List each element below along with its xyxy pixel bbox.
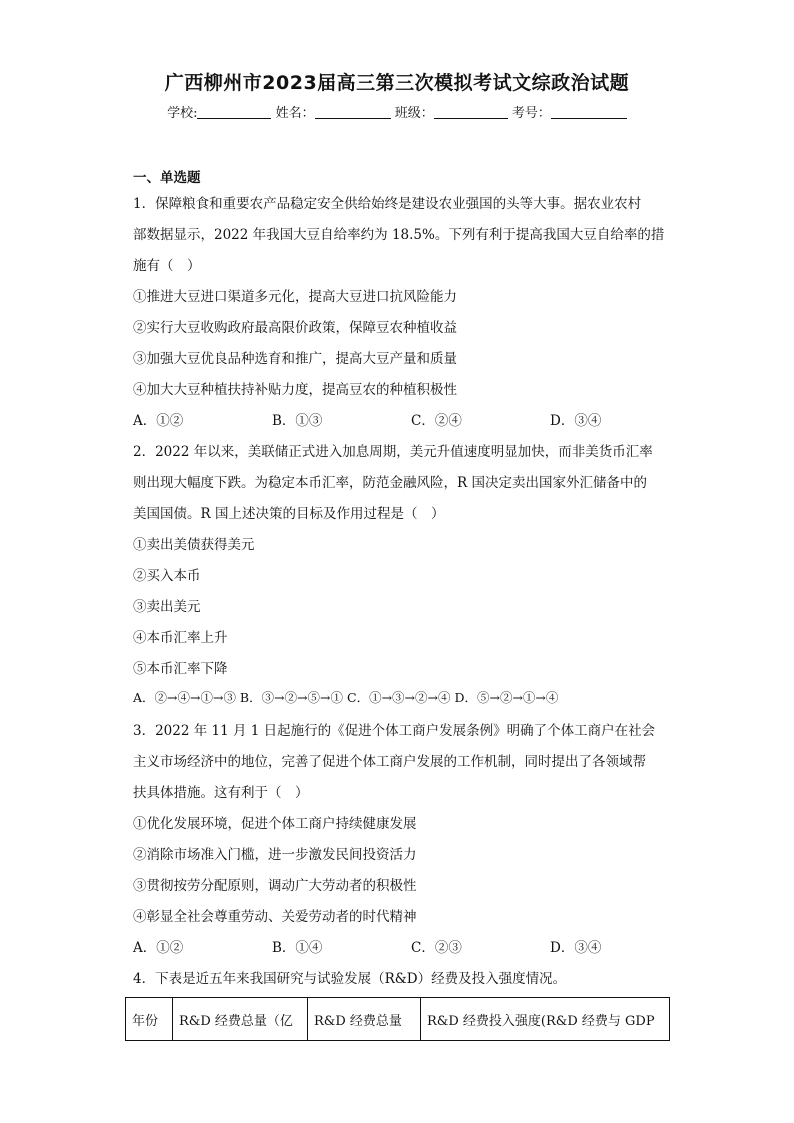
rd-table <box>125 997 670 1041</box>
table-header-row <box>126 998 670 1041</box>
q2-options: A．②→④→①→③ B．③→②→⑤→① C．①→③→②→④ D．⑤→②→①→④ <box>133 690 559 705</box>
q4-line: 4．下表是近五年来我国研究与试验发展（R&D）经费及投入强度情况。 <box>133 971 567 987</box>
q2-statement: ①卖出美债获得美元 <box>133 537 255 553</box>
q3-option-d: D．③④ <box>550 940 602 956</box>
q2-statement: ②买入本币 <box>133 568 201 584</box>
section-title: 一、单选题 <box>133 170 201 186</box>
table-header-cell: R&D 经费投入强度(R&D 经费与 GDP <box>421 998 670 1041</box>
student-info-row <box>0 102 794 121</box>
q1-option-d: D．③④ <box>550 413 602 429</box>
class-label: 班级： <box>394 106 434 121</box>
q1-option-c: C．②④ <box>411 413 462 429</box>
page-title: 广西柳州市2023届高三第三次模拟考试文综政治试题 <box>164 72 630 94</box>
table-header-cell: R&D 经费总量 <box>308 998 421 1041</box>
q2-line: 美国国债。R 国上述决策的目标及作用过程是（ ） <box>133 506 445 522</box>
q2-line: 则出现大幅度下跌。为稳定本币汇率，防范金融风险，R 国决定卖出国家外汇储备中的 <box>133 475 647 491</box>
q1-line: 1．保障粮食和重要农产品稳定安全供给始终是建设农业强国的头等大事。据农业农村 <box>133 196 642 212</box>
table-header-cell: R&D 经费总量（亿 <box>173 998 308 1041</box>
q1-line: 施有（ ） <box>133 258 201 274</box>
class-blank <box>434 104 508 119</box>
q1-option-a: A．①② <box>133 413 184 429</box>
q2-statement: ③卖出美元 <box>133 599 201 615</box>
q3-option-c: C．②③ <box>411 940 462 956</box>
name-blank <box>315 104 391 119</box>
table-header-cell: 年份 <box>126 998 173 1041</box>
q3-option-b: B．①④ <box>272 940 323 956</box>
q3-statement: ②消除市场准入门槛，进一步激发民间投资活力 <box>133 847 417 863</box>
q1-statement: ②实行大豆收购政府最高限价政策，保障豆农种植收益 <box>133 320 457 336</box>
q2-statement: ⑤本币汇率下降 <box>133 661 228 677</box>
q1-statement: ④加大大豆种植扶持补贴力度，提高豆农的种植积极性 <box>133 382 457 398</box>
q3-line: 扶具体措施。这有利于（ ） <box>133 785 309 801</box>
q1-line: 部数据显示，2022 年我国大豆自给率约为 18.5%。下列有利于提高我国大豆自给率的措 <box>133 227 665 243</box>
school-label: 学校: <box>167 106 198 121</box>
q3-statement: ④彰显全社会尊重劳动、关爱劳动者的时代精神 <box>133 909 417 925</box>
q3-statement: ③贯彻按劳分配原则，调动广大劳动者的积极性 <box>133 878 417 894</box>
q3-line: 3．2022 年 11 月 1 日起施行的《促进个体工商户发展条例》明确了个体工商户在社会 <box>133 723 656 739</box>
q2-line: 2．2022 年以来，美联储正式进入加息周期，美元升值速度明显加快，而非美货币汇率 <box>133 444 653 460</box>
exam-no-blank <box>551 104 627 119</box>
exam-no-label: 考号： <box>511 106 551 121</box>
q1-statement: ①推进大豆进口渠道多元化，提高大豆进口抗风险能力 <box>133 289 457 305</box>
q1-option-b: B．①③ <box>272 413 323 429</box>
q3-line: 主义市场经济中的地位，完善了促进个体工商户发展的工作机制，同时提出了各领域帮 <box>133 754 646 770</box>
q2-statement: ④本币汇率上升 <box>133 630 228 646</box>
q3-statement: ①优化发展环境，促进个体工商户持续健康发展 <box>133 816 417 832</box>
name-label: 姓名： <box>275 106 315 121</box>
school-blank <box>197 104 271 119</box>
q3-option-a: A．①② <box>133 940 184 956</box>
q1-statement: ③加强大豆优良品种选育和推广，提高大豆产量和质量 <box>133 351 457 367</box>
